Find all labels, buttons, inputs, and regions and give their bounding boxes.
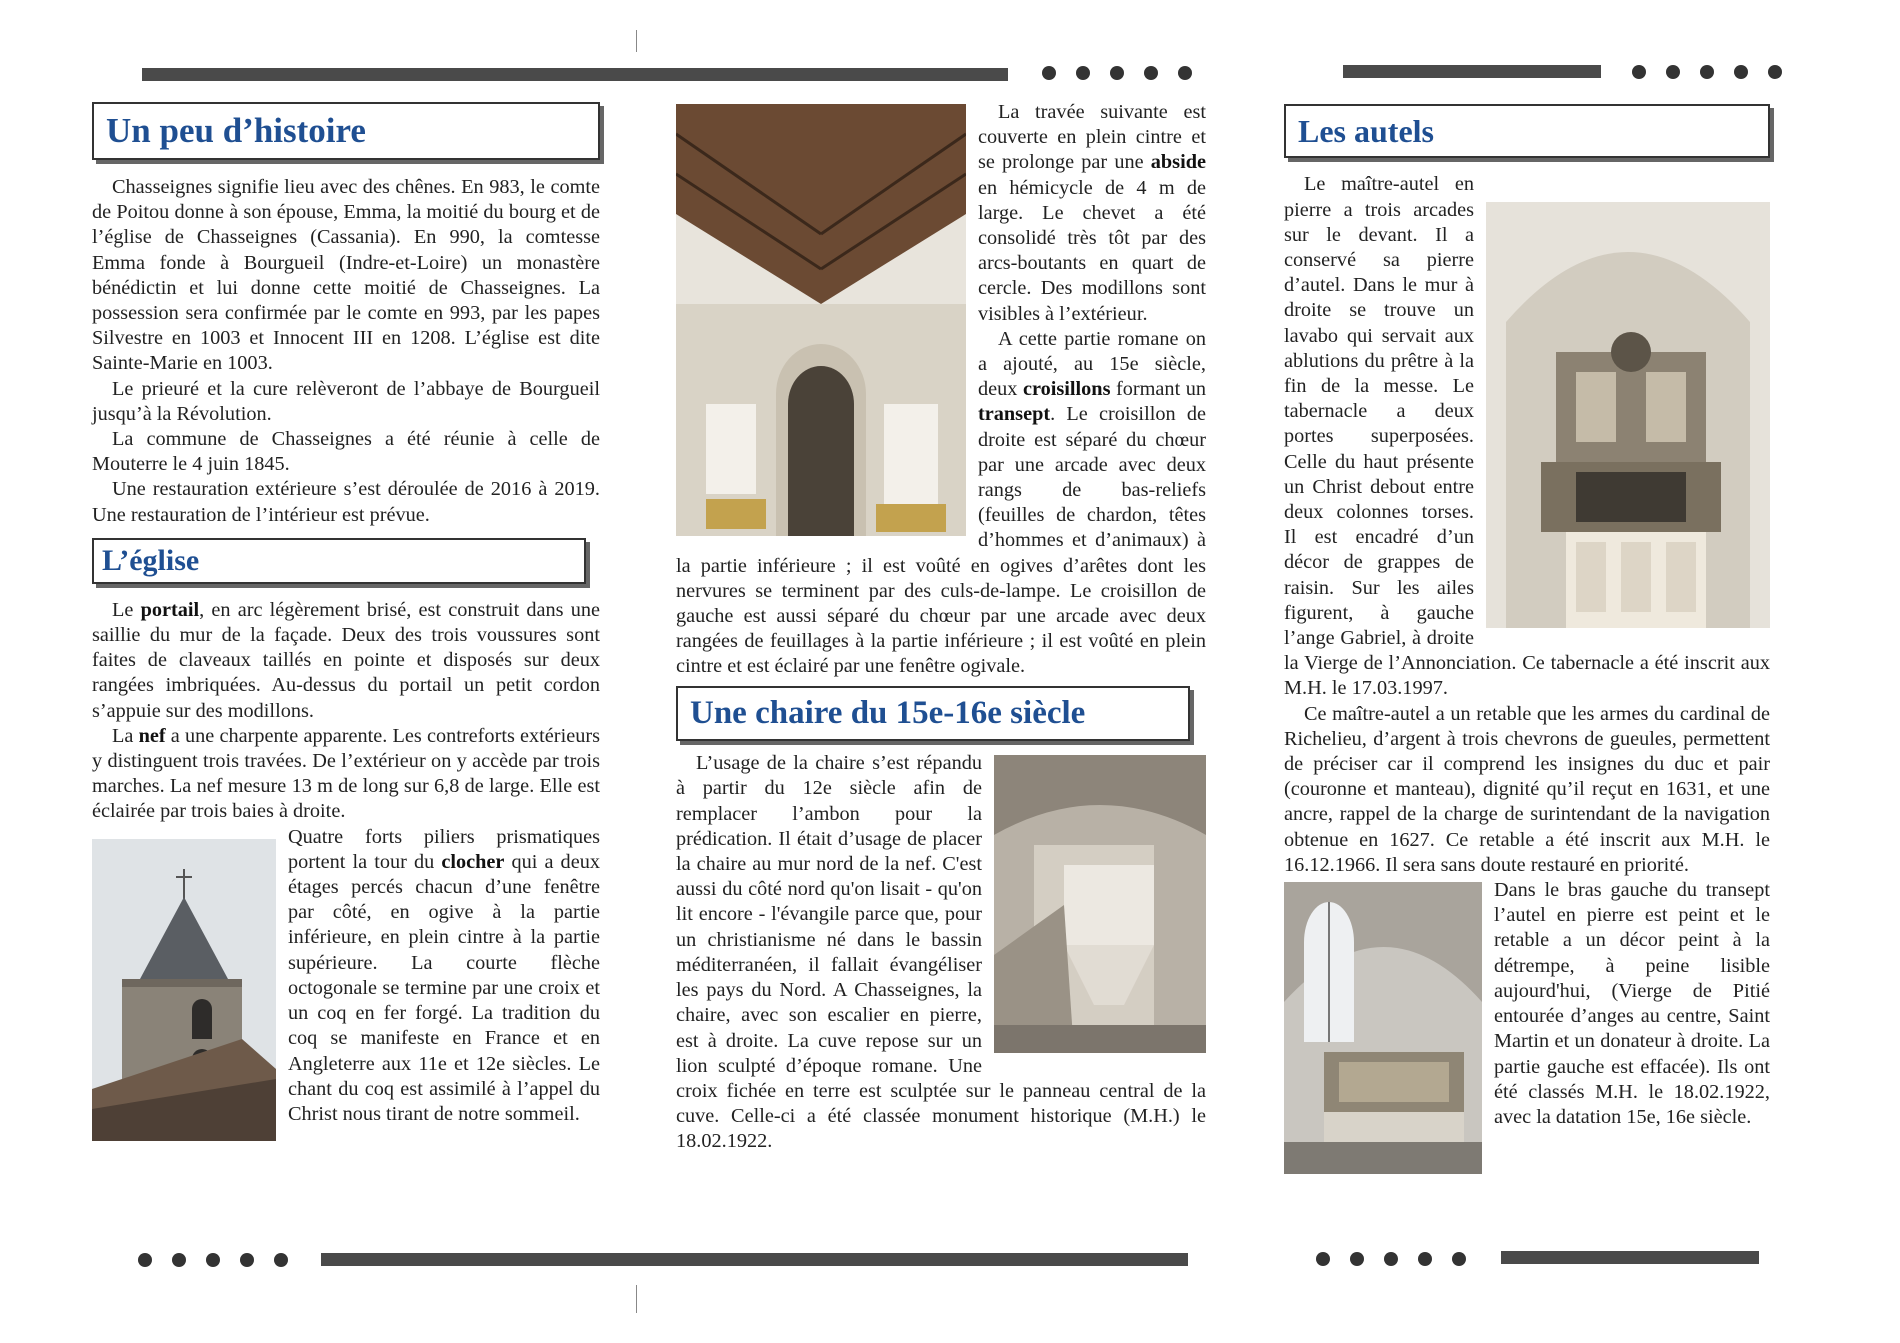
altar-photo <box>1486 202 1770 628</box>
clocher-photo <box>92 839 276 1141</box>
transept-paragraph: A cette partie romane on a ajouté, au 15e siècle, deux croisillons formant un transept. Le croisillon de droite est séparé du chœur par une arcade avec deux rangs de bas-reliefs (feuilles de chardon, têtes d’hommes et d’animaux) à la partie inférieure ; il est voûté en ogives d’arêtes dont les nervures se terminent par des culs-de-lampe. Le croisillon de gauche est aussi séparé du chœur par une arcade avec deux rangées de feuillages à la partie inférieure ; il est voûté en plein cintre et est éclairé par une fenêtre ogivale. <box>676 327 1207 678</box>
fold-mark-bottom <box>636 1285 637 1313</box>
travee-text <box>676 100 1206 680</box>
nave-interior-image <box>676 104 966 536</box>
histoire-paragraph: Le prieuré et la cure relèveront de l’abbaye de Bourgueil jusqu’à la Révolution. <box>92 377 600 425</box>
travee-paragraph: La travée suivante est couverte en plein cintre et se prolonge par une abside en hémicycle de 4 m de large. Le chevet a été consolidé très tôt par des arcs-boutants en quart de cercle. Des modillons sont visibles à l’extérieur. <box>978 101 1206 325</box>
top-rule-left <box>142 68 1008 81</box>
side-altar-photo <box>1284 882 1482 1174</box>
histoire-text <box>92 175 600 528</box>
column-middle <box>676 100 1206 1155</box>
nave-photo <box>676 104 966 536</box>
chaire-text <box>676 751 1206 1154</box>
heading-chaire: Une chaire du 15e-16e siècle <box>676 686 1190 742</box>
eglise-text <box>92 598 600 1127</box>
histoire-paragraph: Une restauration extérieure s’est déroulée de 2016 à 2019. Une restauration de l’intérieur est prévue. <box>92 478 600 526</box>
column-right <box>1284 104 1770 1178</box>
bottom-dots-left <box>138 1253 288 1267</box>
top-rule-right <box>1343 65 1601 78</box>
top-dots-middle <box>1042 66 1192 80</box>
heading-eglise: L’église <box>92 538 586 584</box>
eglise-paragraph-nef: La nef a une charpente apparente. Les contreforts extérieurs y distinguent trois travées. De l’extérieur on y accède par trois marches. La nef mesure 13 m de long sur 6,8 de large. Elle est éclairée par trois baies à droite. <box>92 724 600 823</box>
histoire-paragraph: Chasseignes signifie lieu avec des chênes. En 983, le comte de Poitou donne à son épouse, Emma, la moitié du bourg et de l’église de Chasseignes (Cassania). En 990, la comtesse Emma fonde à Bourgueil (Indre-et-Loire) un monastère bénédictin et lui donne cette moitié de Chasseignes. La possession sera confirmée par le comte en 993, par les papes Silvestre en 1003 et Innocent III en 1208. L’église est dite Sainte-Marie en 1003. <box>92 176 600 375</box>
bottom-dots-right <box>1316 1252 1466 1266</box>
heading-histoire: Un peu d’histoire <box>92 102 600 160</box>
pulpit-photo <box>994 755 1206 1053</box>
eglise-paragraph-clocher: Quatre forts piliers prismatiques portent la tour du clocher qui a deux étages percés chacun d’une fenêtre par côté, en ogive à la partie inférieure, en plein cintre à la partie supérieure. La courte flèche octogonale se termine par une croix et un coq en fer forgé. La tradition du coq se manifeste en France et en Angleterre aux 11e et 12e siècles. Le chant du coq est assimilé à l’appel du Christ nous tirant de notre sommeil. <box>288 825 600 1125</box>
bottom-rule-right <box>1501 1251 1759 1264</box>
autels-text <box>1284 172 1770 1130</box>
eglise-paragraph-portail: Le portail, en arc légèrement brisé, est construit dans une saillie du mur de la façade. Deux des trois voussures sont faites de claveaux taillés en pointe et disposés sur deux rangées imbriquées. Au-dessus du portail un petit cordon s’appuie sur des modillons. <box>92 598 600 722</box>
chaire-paragraph: L’usage de la chaire s’est répandu à partir du 12e siècle afin de remplacer l’ambon pour la prédication. Il était d’usage de placer la chaire au mur nord de la nef. C'est aussi du côté nord qu'on lisait - qu'on lit encore - l'évangile parce que, pour un christianisme né dans le bassin méditerranéen, il fallait évangéliser les pays du Nord. A Chasseignes, la chaire, avec son escalier en pierre, est à droite. La cuve repose sur un lion sculpté d’époque romane. Une croix fichée en terre est sculptée sur le panneau central de la cuve. Celle-ci a été classée monument historique (M.H.) le 18.02.1922. <box>676 752 1206 1153</box>
column-left <box>92 102 600 1145</box>
heading-autels: Les autels <box>1284 104 1770 158</box>
pulpit-image <box>994 755 1206 1053</box>
bottom-rule-middle <box>321 1253 1188 1266</box>
top-dots-right <box>1632 65 1782 79</box>
histoire-paragraph: La commune de Chasseignes a été réunie à celle de Mouterre le 4 juin 1845. <box>92 428 600 476</box>
main-altar-image <box>1486 202 1770 628</box>
retable-paragraph: Ce maître-autel a un retable que les armes du cardinal de Richelieu, d’argent à trois chevrons de gueules, permettent de préciser car il comprend les insignes du duc et pair (couronne et manteau), dignité qu’il reçut en 1631, et une ancre, rappel de la charge de surintendant de la navigation obtenue en 1627. Ce retable a été inscrit aux M.H. le 16.12.1966. Il sera sans doute restauré en priorité. <box>1284 702 1770 876</box>
bell-tower-image <box>92 839 276 1141</box>
side-altar-image <box>1284 882 1482 1174</box>
autels-paragraph: Le maître-autel en pierre a trois arcades sur le devant. Il a conservé sa pierre d’autel. Dans le mur à droite se trouve un lavabo qui servait aux ablutions du prêtre à la fin de la messe. Le tabernacle a deux portes superposées. Celle du haut présente un Christ debout entre deux colonnes torses. Il est encadré d’un décor de grappes de raisin. Sur les ailes figurent, à gauche l’ange Gabriel, à droite la Vierge de l’Annonciation. Ce tabernacle a été inscrit aux M.H. le 17.03.1997. <box>1284 173 1770 700</box>
fold-mark-top <box>636 30 637 52</box>
side-altar-paragraph: Dans le bras gauche du transept l’autel en pierre est peint et le retable a un décor peint à la détrempe, à peine lisible aujourd'hui, (Vierge de Pitié entourée d’anges au centre, Saint Martin et un donateur à droite. La partie gauche est effacée). Ils ont été classés M.H. le 18.02.1922, avec la datation 15e, 16e siècle. <box>1494 879 1770 1128</box>
